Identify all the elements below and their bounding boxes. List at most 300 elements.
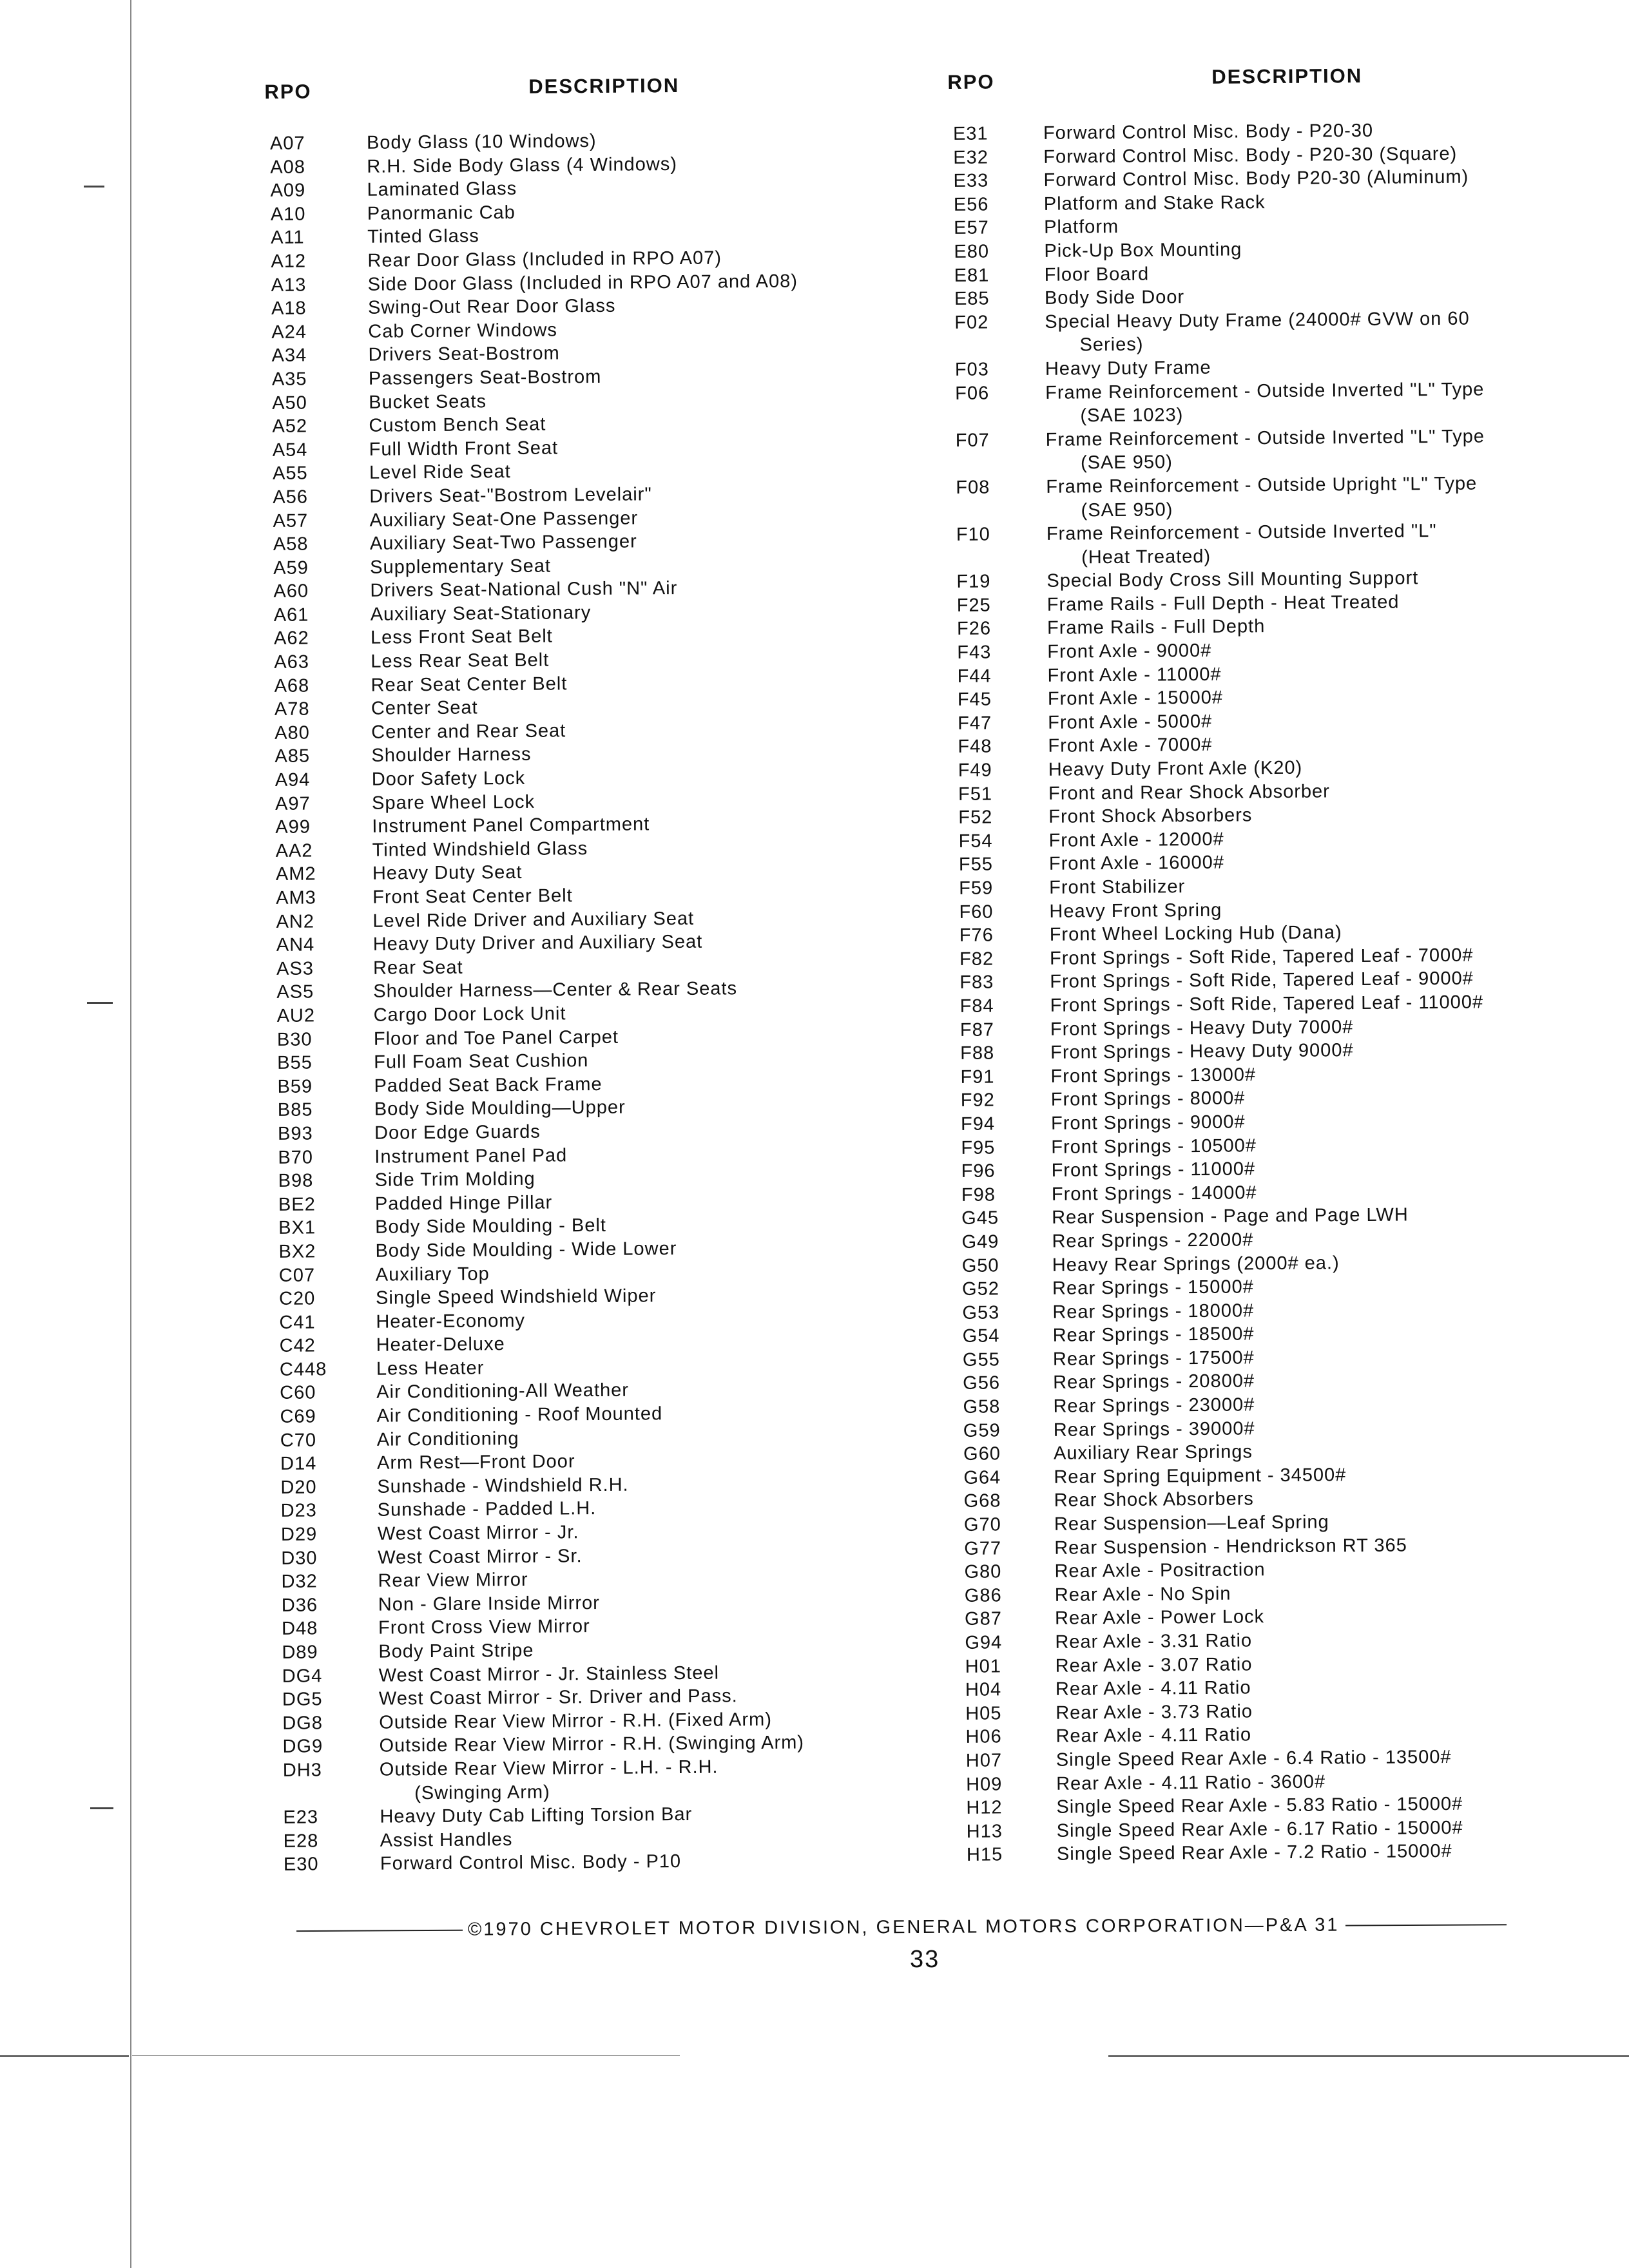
- bottom-rule: [132, 2055, 680, 2056]
- rpo-code: A61: [273, 604, 309, 626]
- rpo-description: [1055, 1721, 1559, 1749]
- rpo-description-text: Front Springs - 9000#: [1050, 1111, 1246, 1134]
- rpo-description-text: Front Axle - 5000#: [1048, 711, 1213, 733]
- rpo-description: [1050, 1061, 1554, 1088]
- rpo-code: E57: [954, 217, 989, 239]
- rpo-description-text: Swing-Out Rear Door Glass: [367, 295, 616, 318]
- rpo-description-text: Frame Reinforcement - Outside Upright "L" Type: [1046, 473, 1478, 497]
- rpo-description-text: Single Speed Rear Axle - 7.2 Ratio - 15000#: [1056, 1841, 1452, 1865]
- rpo-code: F59: [959, 878, 994, 899]
- rpo-code: B98: [278, 1170, 314, 1192]
- description-header: DESCRIPTION: [1211, 64, 1363, 88]
- rpo-description-continuation: (SAE 950): [1081, 499, 1173, 521]
- rpo-code: F51: [958, 783, 993, 805]
- rpo-description: [1057, 1839, 1561, 1867]
- rpo-description-text: Rear Springs - 39000#: [1053, 1418, 1255, 1441]
- rpo-description-text: Rear Shock Absorbers: [1054, 1488, 1254, 1512]
- rpo-code: C20: [278, 1288, 316, 1309]
- rpo-description-text: Less Heater: [376, 1358, 485, 1379]
- rpo-code: C41: [279, 1312, 316, 1333]
- rpo-code: AM3: [276, 887, 316, 908]
- rpo-description-text: Auxiliary Seat-Two Passenger: [369, 531, 637, 554]
- rpo-code: F92: [960, 1090, 995, 1111]
- rpo-code: H13: [966, 1821, 1003, 1842]
- rpo-description-text: Laminated Glass: [367, 178, 517, 200]
- rpo-description: [1055, 1697, 1559, 1725]
- rpo-code: DG9: [282, 1736, 323, 1758]
- rpo-description-text: Rear Axle - No Spin: [1054, 1583, 1231, 1606]
- rpo-code: A62: [273, 628, 309, 649]
- rpo-code: F25: [956, 595, 991, 616]
- rpo-code: C42: [279, 1335, 316, 1357]
- rpo-code: F98: [961, 1184, 996, 1206]
- rpo-description: [1054, 1485, 1558, 1513]
- rpo-description-text: West Coast Mirror - Sr. Driver and Pass.: [378, 1686, 738, 1709]
- rpo-description: [1050, 919, 1554, 947]
- rpo-description-text: Rear Springs - 22000#: [1052, 1229, 1254, 1252]
- rpo-description-text: Front Shock Absorbers: [1048, 805, 1253, 828]
- rpo-description-text: Outside Rear View Mirror - R.H. (Fixed Arm): [379, 1709, 773, 1733]
- rpo-code: F76: [959, 925, 994, 947]
- rpo-description-text: Body Glass (10 Windows): [366, 130, 597, 153]
- rpo-code: F83: [959, 972, 994, 994]
- rpo-description-text: Panormanic Cab: [367, 202, 516, 224]
- rpo-entry: [949, 306, 1549, 358]
- rpo-code: D20: [280, 1477, 317, 1498]
- rpo-code: F10: [956, 524, 990, 546]
- rpo-code: G77: [964, 1538, 1002, 1559]
- footer-rule-left: [296, 1929, 463, 1931]
- margin-mark: [84, 186, 104, 187]
- rpo-description: [1047, 590, 1551, 617]
- rpo-description-text: Level Ride Driver and Auxiliary Seat: [372, 908, 695, 932]
- rpo-description: [1048, 754, 1552, 782]
- rpo-code: G70: [963, 1514, 1001, 1535]
- rpo-code: A56: [273, 486, 309, 508]
- rpo-description-text: Drivers Seat-Bostrom: [368, 343, 560, 366]
- rpo-code: F43: [957, 642, 992, 663]
- rpo-code: A50: [272, 392, 307, 414]
- rpo-code: E56: [953, 194, 989, 215]
- rpo-code: H04: [965, 1679, 1002, 1701]
- rpo-description: [1050, 966, 1554, 994]
- rpo-description-text: Body Side Moulding - Belt: [375, 1215, 607, 1238]
- rpo-description-text: Heater-Economy: [376, 1310, 526, 1332]
- rpo-description-text: Cab Corner Windows: [368, 320, 558, 342]
- rpo-description: [1050, 990, 1554, 1018]
- rpo-description: [1055, 1627, 1559, 1655]
- rpo-description-text: Rear Seat: [372, 957, 463, 979]
- rpo-code: H01: [965, 1656, 1002, 1677]
- rpo-description-text: Forward Control Misc. Body - P20-30 (Square): [1043, 143, 1458, 168]
- rpo-code: F94: [960, 1113, 996, 1135]
- rpo-code: F08: [956, 477, 990, 498]
- rpo-description-continuation: (Heat Treated): [1081, 546, 1211, 568]
- footer-rule-right: [1345, 1924, 1507, 1926]
- rpo-description: [1043, 118, 1547, 146]
- rpo-description-text: Rear Springs - 23000#: [1053, 1394, 1255, 1417]
- rpo-description: [1044, 188, 1548, 216]
- rpo-description: [1046, 424, 1550, 475]
- rpo-description-text: Air Conditioning - Roof Mounted: [376, 1403, 663, 1427]
- rpo-description-text: Sunshade - Padded L.H.: [377, 1498, 597, 1521]
- rpo-description-text: Heavy Duty Seat: [372, 862, 523, 885]
- rpo-description-text: Front Springs - 14000#: [1051, 1182, 1257, 1205]
- left-entries: [265, 127, 923, 1877]
- rpo-description-text: Heavy Front Spring: [1049, 899, 1222, 922]
- rpo-code: A18: [271, 298, 307, 320]
- rpo-description: [1047, 660, 1551, 687]
- rpo-description: [1052, 1202, 1556, 1230]
- rpo-description: [1051, 1108, 1555, 1136]
- rpo-description: [1055, 1650, 1559, 1678]
- rpo-code: G86: [964, 1585, 1002, 1606]
- rpo-description-text: Shoulder Harness—Center & Rear Seats: [373, 978, 738, 1003]
- rpo-description-continuation: (Swinging Arm): [414, 1782, 550, 1803]
- rpo-entry: [951, 519, 1551, 570]
- rpo-description-text: Auxiliary Seat-Stationary: [370, 602, 592, 625]
- rpo-description: [1052, 1273, 1556, 1301]
- rpo-description-text: Single Speed Windshield Wiper: [375, 1285, 657, 1309]
- rpo-description: [380, 1848, 923, 1876]
- rpo-description-text: Frame Reinforcement - Outside Inverted "L" Type: [1045, 426, 1485, 450]
- rpo-description: [1044, 212, 1548, 240]
- description-header: DESCRIPTION: [528, 73, 680, 98]
- rpo-code: A85: [275, 745, 311, 767]
- left-column: [264, 56, 923, 1877]
- rpo-description-text: Front Seat Center Belt: [372, 885, 573, 908]
- rpo-code: A52: [272, 416, 308, 437]
- rpo-code: G56: [963, 1372, 1001, 1394]
- rpo-code: F60: [959, 901, 994, 923]
- rpo-description-text: Front Axle - 11000#: [1047, 664, 1222, 686]
- rpo-description-text: Cargo Door Lock Unit: [373, 1003, 566, 1026]
- rpo-description: [1053, 1320, 1557, 1348]
- rpo-code: H15: [966, 1844, 1003, 1866]
- rpo-code: G64: [963, 1467, 1001, 1488]
- rpo-entry: [950, 424, 1550, 476]
- rpo-code: F82: [959, 948, 994, 970]
- rpo-code: A55: [272, 463, 308, 485]
- rpo-code: D29: [280, 1524, 318, 1545]
- rpo-description: [1045, 259, 1548, 287]
- rpo-header: RPO: [947, 70, 995, 93]
- rpo-code: A57: [273, 510, 309, 532]
- rpo-header: RPO: [264, 80, 312, 103]
- rpo-code: G55: [962, 1349, 1000, 1370]
- rpo-code: F95: [961, 1137, 996, 1158]
- rpo-description: [1045, 283, 1548, 311]
- rpo-description-text: Rear Axle - 3.07 Ratio: [1055, 1653, 1253, 1677]
- rpo-description: [1047, 637, 1551, 664]
- rpo-code: G52: [961, 1278, 1000, 1300]
- rpo-description: [1052, 1249, 1556, 1277]
- rpo-code: AM2: [275, 863, 316, 885]
- rpo-description-text: Drivers Seat-National Cush "N" Air: [370, 578, 678, 602]
- rpo-description-text: Special Body Cross Sill Mounting Support: [1046, 568, 1419, 592]
- rpo-code: B70: [278, 1146, 314, 1168]
- rpo-code: D30: [281, 1548, 318, 1569]
- rpo-description-text: Frame Reinforcement - Outside Inverted "L": [1046, 521, 1437, 544]
- rpo-description-text: Frame Reinforcement - Outside Inverted "L" Type: [1045, 379, 1485, 403]
- rpo-description-text: Non - Glare Inside Mirror: [378, 1592, 601, 1615]
- rpo-description-text: Full Foam Seat Cushion: [374, 1050, 589, 1073]
- rpo-description-text: Rear Axle - 4.11 Ratio - 3600#: [1055, 1771, 1326, 1794]
- rpo-description: [1043, 141, 1547, 169]
- rpo-description: [1055, 1674, 1559, 1702]
- bottom-rule: [1108, 2055, 1629, 2057]
- rpo-code: E30: [283, 1854, 319, 1876]
- rpo-code: A63: [274, 651, 310, 673]
- rpo-code: A78: [274, 698, 310, 720]
- rpo-description: [1053, 1344, 1557, 1372]
- rpo-description-text: Custom Bench Seat: [369, 414, 546, 436]
- rpo-code: B30: [276, 1029, 313, 1050]
- rpo-code: H06: [965, 1726, 1002, 1748]
- rpo-code: A60: [273, 581, 309, 602]
- rpo-code: D89: [282, 1642, 318, 1663]
- rpo-description-text: Rear Suspension - Page and Page LWH: [1052, 1204, 1409, 1229]
- rpo-description-text: Body Side Moulding - Wide Lower: [375, 1238, 677, 1262]
- rpo-code: A68: [274, 675, 310, 697]
- rpo-description-text: Air Conditioning: [376, 1428, 519, 1450]
- rpo-description: [1054, 1509, 1558, 1537]
- rpo-code: A13: [271, 274, 307, 296]
- rpo-description-text: Rear Spring Equipment - 34500#: [1054, 1465, 1347, 1488]
- rpo-code: F47: [958, 713, 992, 734]
- rpo-description: [1048, 684, 1552, 711]
- margin-mark: [90, 1807, 113, 1809]
- rpo-description-continuation: (SAE 950): [1080, 452, 1173, 474]
- rpo-code: AN4: [276, 934, 315, 956]
- rpo-description-text: Body Side Door: [1044, 287, 1185, 309]
- rpo-description-text: Air Conditioning-All Weather: [376, 1380, 630, 1403]
- rpo-description: [1048, 778, 1552, 805]
- rpo-description-text: Heavy Duty Driver and Auxiliary Seat: [372, 931, 703, 955]
- rpo-description: [1052, 1178, 1556, 1206]
- rpo-code: F52: [958, 807, 993, 829]
- rpo-description: [1053, 1391, 1557, 1419]
- rpo-code: F03: [954, 359, 989, 380]
- rpo-description-text: Rear Suspension - Hendrickson RT 365: [1054, 1535, 1407, 1559]
- rpo-code: E33: [953, 170, 989, 192]
- rpo-description-text: Arm Rest—Front Door: [376, 1451, 575, 1474]
- rpo-description-text: Rear Springs - 15000#: [1052, 1276, 1254, 1299]
- rpo-description-text: Rear Axle - 3.31 Ratio: [1055, 1630, 1253, 1653]
- rpo-description-text: Front Axle - 7000#: [1048, 735, 1213, 757]
- rpo-code: F91: [960, 1066, 995, 1088]
- rpo-description-text: Rear Seat Center Belt: [371, 673, 568, 696]
- rpo-code: DG4: [282, 1665, 323, 1687]
- copyright-footer: [296, 1914, 1547, 1941]
- rpo-code: B59: [277, 1076, 313, 1097]
- rpo-code: C69: [280, 1406, 316, 1427]
- right-entries: [948, 118, 1561, 1867]
- rpo-description-text: Rear Springs - 18500#: [1052, 1323, 1255, 1347]
- rpo-code: E32: [953, 147, 989, 168]
- rpo-code: A11: [271, 227, 305, 249]
- rpo-code: E28: [283, 1831, 319, 1852]
- rpo-description-text: Front Springs - Heavy Duty 9000#: [1050, 1040, 1354, 1063]
- rpo-description-text: Bucket Seats: [369, 390, 487, 413]
- rpo-description-text: Instrument Panel Compartment: [372, 814, 650, 837]
- rpo-code: DG8: [282, 1713, 323, 1734]
- rpo-code: H05: [965, 1703, 1002, 1724]
- rpo-description-text: Special Heavy Duty Frame (24000# GVW on 60: [1045, 308, 1470, 332]
- rpo-description-text: West Coast Mirror - Jr.: [377, 1522, 579, 1544]
- rpo-description: [1050, 1014, 1554, 1041]
- rpo-code: E85: [954, 288, 990, 310]
- rpo-description: [1054, 1532, 1558, 1560]
- rpo-description-text: Center and Rear Seat: [371, 720, 566, 743]
- rpo-code: D32: [281, 1571, 318, 1593]
- rpo-description-text: Door Edge Guards: [374, 1121, 541, 1144]
- rpo-description: [1056, 1745, 1560, 1773]
- rpo-code: G45: [961, 1207, 999, 1229]
- rpo-description-text: Auxiliary Top: [375, 1263, 490, 1285]
- rpo-description-text: Level Ride Seat: [369, 461, 511, 484]
- rpo-code: AS3: [276, 958, 314, 979]
- rpo-code: E81: [954, 265, 990, 286]
- rpo-code: A12: [271, 251, 307, 272]
- rpo-code: F48: [958, 736, 992, 758]
- rpo-description-text: Tinted Glass: [367, 226, 479, 248]
- rpo-description-text: Front Springs - 11000#: [1051, 1158, 1256, 1181]
- rpo-code: G68: [963, 1490, 1001, 1512]
- rpo-code: A54: [272, 439, 308, 461]
- rpo-description-text: Front Axle - 12000#: [1048, 829, 1224, 851]
- rpo-description-text: Rear Door Glass (Included in RPO A07): [367, 247, 722, 271]
- rpo-description: [1046, 472, 1550, 523]
- rpo-description-text: Rear Springs - 20800#: [1053, 1370, 1255, 1394]
- rpo-description-text: Outside Rear View Mirror - L.H. - R.H.: [379, 1756, 718, 1780]
- bottom-rule: [0, 2055, 129, 2057]
- rpo-description-text: Rear Axle - Power Lock: [1054, 1606, 1265, 1629]
- rpo-description-text: Full Width Front Seat: [369, 437, 559, 460]
- rpo-code: H07: [965, 1750, 1003, 1771]
- rpo-description-text: Outside Rear View Mirror - R.H. (Swinging Arm): [379, 1732, 805, 1757]
- rpo-description-text: Side Door Glass (Included in RPO A07 and A08): [367, 271, 798, 295]
- right-column-header: [947, 47, 1547, 122]
- rpo-code: A08: [270, 157, 306, 178]
- rpo-description-text: R.H. Side Body Glass (4 Windows): [367, 153, 678, 177]
- rpo-description-text: Heater-Deluxe: [376, 1334, 505, 1356]
- rpo-code: A10: [270, 204, 306, 225]
- rpo-description-text: Front Springs - Soft Ride, Tapered Leaf - 7000#: [1049, 945, 1474, 969]
- rpo-description-text: Padded Hinge Pillar: [374, 1192, 553, 1215]
- rpo-code: F44: [957, 666, 992, 687]
- rpo-description: [1051, 1131, 1555, 1159]
- rpo-code: A80: [275, 722, 310, 744]
- rpo-code: A58: [273, 533, 309, 555]
- rpo-description-text: Spare Wheel Lock: [371, 791, 535, 814]
- rpo-description-continuation: Series): [1079, 334, 1144, 356]
- rpo-code: DH3: [282, 1760, 322, 1781]
- rpo-description: [1054, 1438, 1557, 1466]
- rpo-description: [1054, 1414, 1557, 1442]
- copyright-text: ©1970 CHEVROLET MOTOR DIVISION, GENERAL MOTORS CORPORATION—P&A 31: [467, 1914, 1340, 1940]
- rpo-code: B85: [277, 1099, 313, 1121]
- rpo-code: D23: [280, 1500, 318, 1522]
- rpo-code: AA2: [275, 840, 313, 861]
- rpo-code: F96: [961, 1160, 996, 1182]
- page-number: 33: [910, 1946, 940, 1973]
- rpo-entry: [278, 1754, 923, 1806]
- rpo-code: BE2: [278, 1194, 316, 1215]
- rpo-description-text: Forward Control Misc. Body - P10: [380, 1851, 682, 1875]
- rpo-description-text: Assist Handles: [380, 1829, 513, 1851]
- rpo-description-text: Rear Axle - 3.73 Ratio: [1055, 1701, 1253, 1724]
- rpo-description-text: Heavy Duty Cab Lifting Torsion Bar: [380, 1804, 693, 1827]
- rpo-description: [1054, 1556, 1558, 1584]
- rpo-description: [1044, 236, 1548, 264]
- rpo-description-text: Padded Seat Back Frame: [374, 1073, 602, 1097]
- rpo-description: [1043, 165, 1547, 193]
- rpo-description-text: Door Safety Lock: [371, 767, 526, 790]
- rpo-code: A35: [271, 369, 307, 390]
- rpo-code: A97: [275, 793, 311, 814]
- rpo-description: [1051, 1084, 1555, 1112]
- rpo-code: F06: [955, 383, 990, 404]
- rpo-description: [1056, 1792, 1560, 1820]
- rpo-description: [1046, 566, 1550, 593]
- rpo-description-text: Supplementary Seat: [370, 555, 552, 578]
- rpo-code: A07: [269, 133, 305, 154]
- rpo-description-text: Front Axle - 15000#: [1047, 687, 1224, 710]
- rpo-code: BX1: [278, 1217, 316, 1239]
- rpo-description: [1045, 377, 1550, 428]
- rpo-description-text: Front Springs - Soft Ride, Tapered Leaf - 11000#: [1050, 992, 1484, 1016]
- rpo-description: [1055, 1603, 1559, 1631]
- rpo-description-text: Front Axle - 9000#: [1047, 640, 1212, 662]
- rpo-description: [1057, 1815, 1561, 1843]
- rpo-description-text: Heavy Rear Springs (2000# ea.): [1052, 1252, 1340, 1276]
- rpo-code: B93: [277, 1123, 313, 1144]
- rpo-code: E31: [952, 123, 988, 144]
- rpo-description-text: Auxiliary Seat-One Passenger: [369, 507, 639, 531]
- rpo-code: H09: [965, 1773, 1003, 1795]
- rpo-code: F26: [956, 618, 992, 640]
- rpo-code: A59: [273, 557, 309, 579]
- rpo-description-text: Single Speed Rear Axle - 5.83 Ratio - 15000#: [1056, 1793, 1463, 1818]
- rpo-description-text: Rear Suspension—Leaf Spring: [1054, 1512, 1329, 1535]
- rpo-code: C70: [280, 1430, 317, 1451]
- rpo-description: [1047, 613, 1551, 640]
- rpo-entry: [950, 472, 1550, 523]
- rpo-description-text: Forward Control Misc. Body P20-30 (Aluminum): [1043, 166, 1469, 191]
- rpo-code: F45: [957, 689, 992, 711]
- rpo-description-text: Pick-Up Box Mounting: [1044, 239, 1242, 262]
- rpo-code: G80: [964, 1561, 1002, 1583]
- rpo-description-text: Single Speed Rear Axle - 6.17 Ratio - 15000#: [1056, 1817, 1463, 1841]
- rpo-code: C60: [280, 1382, 316, 1404]
- rpo-description-text: Rear Axle - 4.11 Ratio: [1055, 1677, 1251, 1700]
- rpo-code: G58: [963, 1396, 1001, 1418]
- rpo-description-text: Front Axle - 16000#: [1048, 852, 1225, 875]
- rpo-description-text: Rear Axle - Positraction: [1054, 1559, 1266, 1582]
- rpo-code: F02: [954, 312, 989, 333]
- rpo-description-text: West Coast Mirror - Jr. Stainless Steel: [378, 1662, 720, 1686]
- rpo-description: [1056, 1768, 1560, 1796]
- rpo-description-text: Tinted Windshield Glass: [372, 838, 588, 861]
- rpo-code: F19: [956, 571, 991, 593]
- rpo-description-text: Body Side Moulding—Upper: [374, 1097, 626, 1120]
- rpo-description: [1052, 1155, 1556, 1183]
- rpo-description-text: Shoulder Harness: [371, 744, 532, 767]
- rpo-description: [1054, 1461, 1557, 1489]
- right-column: [947, 47, 1561, 1867]
- rpo-description-text: Auxiliary Rear Springs: [1053, 1441, 1253, 1465]
